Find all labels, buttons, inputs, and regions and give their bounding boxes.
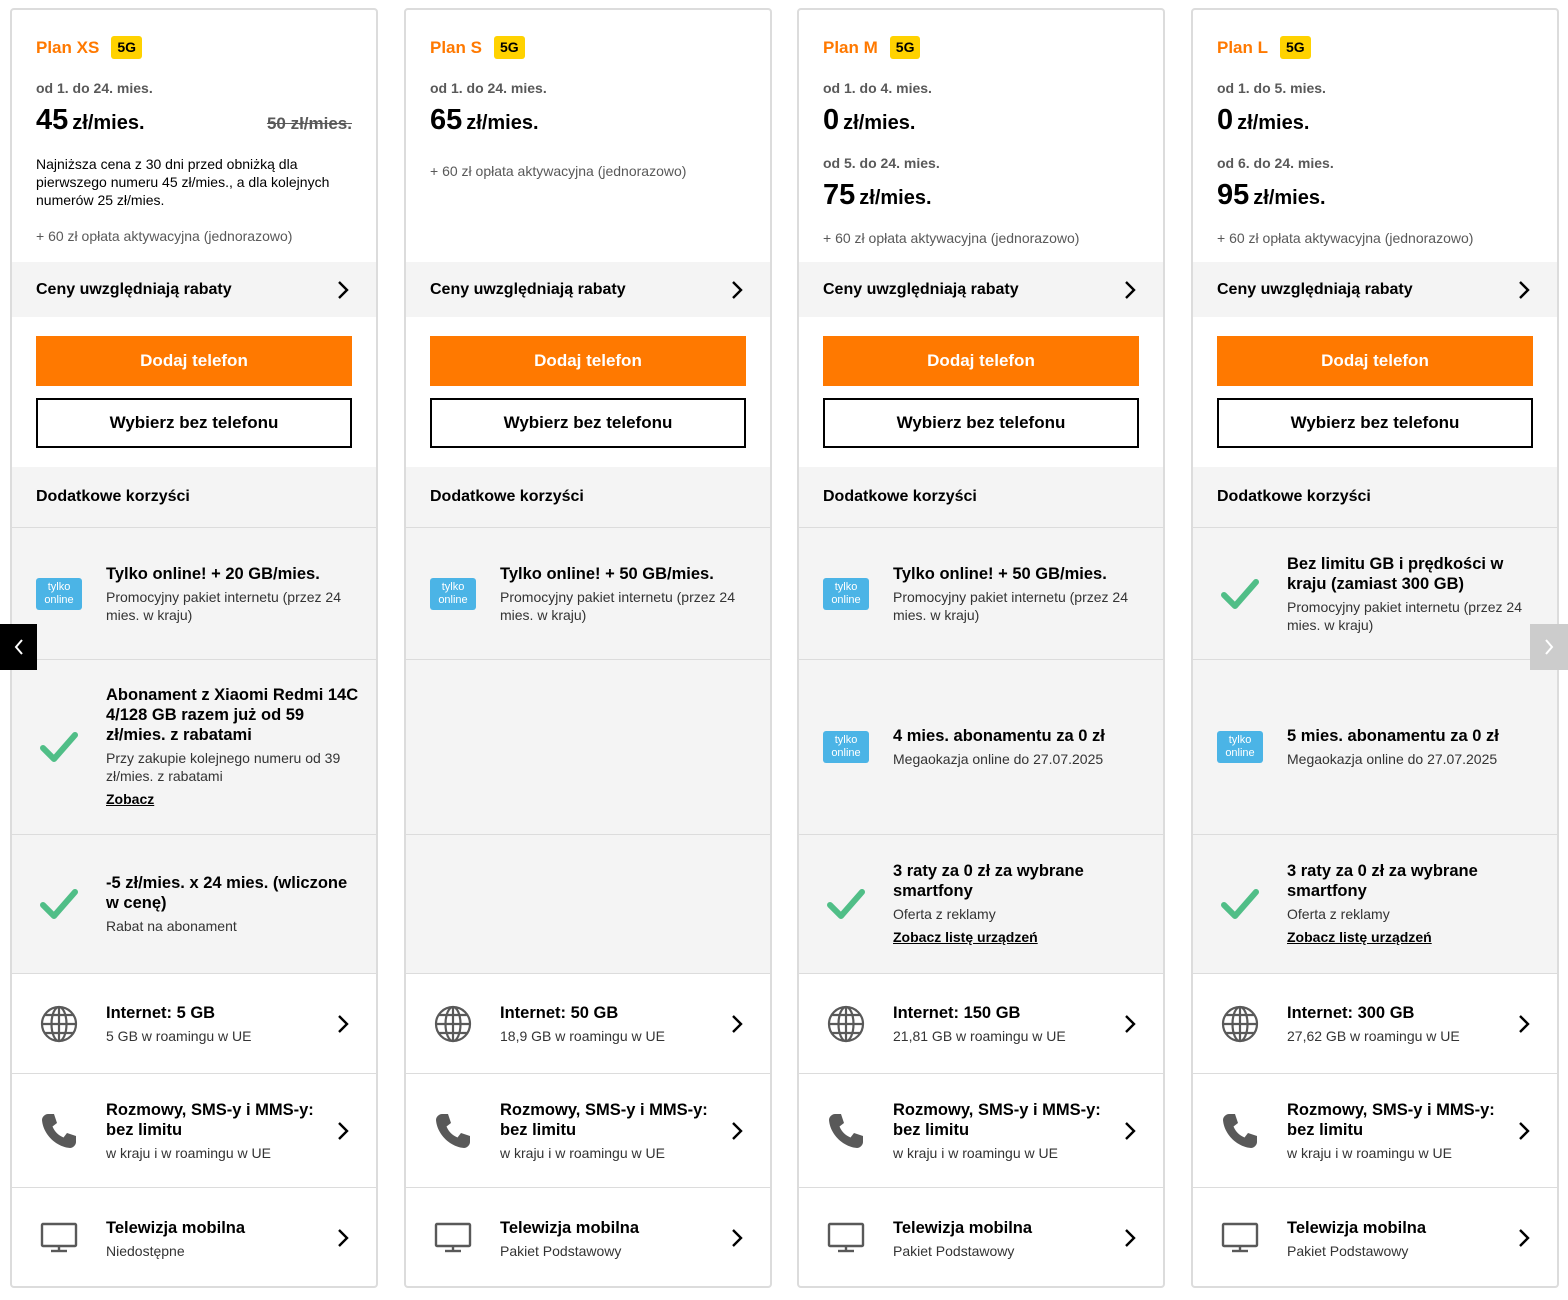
online-badge-line1: tylko: [47, 580, 71, 593]
online-only-icon: [1217, 731, 1263, 763]
choose-without-phone-button[interactable]: Wybierz bez telefonu: [1217, 398, 1533, 448]
tv-icon: [430, 1220, 476, 1256]
benefit-text: [893, 564, 1151, 624]
globe-icon: [823, 1004, 869, 1044]
feature-text: [106, 1218, 334, 1259]
online-only-icon: [823, 731, 869, 763]
discounts-info-row[interactable]: [406, 262, 770, 317]
online-badge-line1: tylko: [834, 734, 858, 746]
feature-row[interactable]: [1193, 973, 1557, 1073]
online-badge-line2: online: [438, 593, 468, 606]
benefit-item: [799, 834, 1163, 973]
chevron-right-icon: [1544, 639, 1554, 655]
plan-card: [1191, 8, 1559, 1288]
chevron-right-icon: [334, 280, 352, 300]
benefit-description: Promocyjny pakiet internetu (przez 24 mies. w kraju): [500, 588, 735, 623]
benefit-text: [1287, 861, 1545, 947]
feature-text: [893, 1218, 1121, 1259]
benefit-item: [406, 834, 770, 973]
price-period: od 1. do 24. mies.: [36, 80, 153, 96]
chevron-right-icon: [1515, 1228, 1533, 1248]
price-unit: zł/mies.: [1253, 187, 1326, 209]
benefit-description: Oferta z reklamy: [1287, 906, 1390, 922]
benefit-text: [893, 861, 1151, 947]
price: [823, 179, 932, 212]
feature-title: Internet: 5 GB: [106, 1004, 216, 1022]
phone-icon: [1217, 1111, 1263, 1151]
discounts-label: Ceny uwzględniają rabaty: [430, 280, 626, 298]
feature-title: Telewizja mobilna: [106, 1218, 246, 1237]
feature-title: Rozmowy, SMS-y i MMS-y: bez limitu: [106, 1101, 314, 1139]
online-only-badge: [823, 578, 869, 610]
feature-description: 18,9 GB w roamingu w UE: [500, 1028, 665, 1044]
feature-row[interactable]: [799, 1187, 1163, 1288]
activation-fee: + 60 zł opłata aktywacyjna (jednorazowo): [1217, 230, 1474, 246]
plan-title-row: [430, 36, 525, 59]
choose-without-phone-button[interactable]: Wybierz bez telefonu: [823, 398, 1139, 448]
benefit-description: Megaokazja online do 27.07.2025: [893, 751, 1104, 767]
benefit-title: 3 raty za 0 zł za wybrane smartfony: [1287, 862, 1478, 900]
benefit-description: Oferta z reklamy: [893, 906, 996, 922]
chevron-right-icon: [1121, 1228, 1139, 1248]
plan-name: Plan L: [1217, 37, 1269, 57]
price-unit: zł/mies.: [843, 112, 916, 134]
online-badge-line2: online: [44, 593, 74, 606]
plan-title-row: [36, 36, 142, 59]
online-only-badge: [36, 578, 82, 610]
add-phone-button[interactable]: Dodaj telefon: [1217, 336, 1533, 386]
price-period: od 6. do 24. mies.: [1217, 155, 1334, 171]
carousel-prev-button[interactable]: [0, 624, 37, 670]
feature-description: 21,81 GB w roamingu w UE: [893, 1028, 1066, 1044]
feature-title: Internet: 50 GB: [500, 1004, 619, 1022]
tv-icon: [823, 1220, 869, 1256]
5g-badge: 5G: [111, 36, 142, 59]
chevron-right-icon: [334, 1228, 352, 1248]
chevron-right-icon: [728, 1228, 746, 1248]
feature-text: [500, 1218, 728, 1259]
benefit-link[interactable]: Zobacz listę urządzeń: [1287, 929, 1432, 945]
feature-description: w kraju i w roamingu w UE: [1287, 1145, 1452, 1161]
chevron-right-icon: [334, 1121, 352, 1141]
plan-title-row: [1217, 36, 1311, 59]
checkmark-icon: [1217, 578, 1263, 610]
price-unit: zł/mies.: [466, 112, 539, 134]
online-only-icon: [36, 578, 82, 610]
feature-text: [106, 1003, 334, 1044]
price-period: od 1. do 24. mies.: [430, 80, 547, 96]
benefit-item: [12, 834, 376, 973]
phone-icon: [36, 1111, 82, 1151]
benefit-text: [1287, 554, 1545, 634]
plan-card: [404, 8, 772, 1288]
chevron-right-icon: [1121, 1014, 1139, 1034]
benefit-item: [1193, 527, 1557, 659]
plan-card: [797, 8, 1165, 1288]
feature-title: Telewizja mobilna: [500, 1218, 640, 1237]
price: [1217, 104, 1309, 137]
feature-text: [106, 1100, 334, 1161]
benefit-text: [106, 564, 364, 624]
feature-title: Rozmowy, SMS-y i MMS-y: bez limitu: [500, 1101, 708, 1139]
price-unit: zł/mies.: [72, 112, 145, 134]
5g-badge: 5G: [890, 36, 921, 59]
feature-description: w kraju i w roamingu w UE: [106, 1145, 271, 1161]
benefit-description: Promocyjny pakiet internetu (przez 24 mies. w kraju): [106, 588, 341, 623]
online-only-badge: [430, 578, 476, 610]
globe-icon: [36, 1004, 82, 1044]
benefit-title: Tylko online! + 50 GB/mies.: [893, 564, 1107, 583]
price-period: od 5. do 24. mies.: [823, 155, 940, 171]
5g-badge: 5G: [494, 36, 525, 59]
extra-benefits-heading: Dodatkowe korzyści: [799, 467, 1163, 527]
benefit-item: [1193, 659, 1557, 834]
checkmark-icon: [36, 888, 82, 920]
benefit-link[interactable]: Zobacz listę urządzeń: [893, 929, 1038, 945]
benefit-item: [12, 659, 376, 834]
benefit-title: Bez limitu GB i prędkości w kraju (zamiast 300 GB): [1287, 554, 1504, 593]
carousel-next-button[interactable]: [1530, 624, 1568, 670]
feature-text: [500, 1003, 728, 1044]
chevron-right-icon: [728, 1014, 746, 1034]
price-period: od 1. do 5. mies.: [1217, 80, 1326, 96]
benefit-description: Rabat na abonament: [106, 918, 237, 934]
old-price: 50 zł/mies.: [266, 114, 352, 133]
price-unit: zł/mies.: [859, 187, 932, 209]
benefit-item: [406, 659, 770, 834]
online-only-icon: [823, 578, 869, 610]
feature-description: Niedostępne: [106, 1242, 185, 1259]
price-period: od 1. do 4. mies.: [823, 80, 932, 96]
benefit-description: Megaokazja online do 27.07.2025: [1287, 751, 1498, 767]
feature-row[interactable]: [406, 1187, 770, 1288]
tv-icon: [36, 1220, 82, 1256]
price-value: 0: [823, 104, 840, 136]
feature-description: w kraju i w roamingu w UE: [893, 1145, 1058, 1161]
benefit-description: Promocyjny pakiet internetu (przez 24 mies. w kraju): [1287, 598, 1522, 633]
feature-title: Rozmowy, SMS-y i MMS-y: bez limitu: [1287, 1101, 1495, 1139]
discounts-info-row[interactable]: [12, 262, 376, 317]
online-badge-line1: tylko: [834, 580, 858, 593]
feature-title: Telewizja mobilna: [1287, 1218, 1427, 1237]
price-unit: zł/mies.: [1237, 112, 1310, 134]
tv-icon: [1217, 1220, 1263, 1256]
activation-fee: + 60 zł opłata aktywacyjna (jednorazowo): [823, 230, 1080, 246]
online-badge-line2: online: [1225, 747, 1255, 759]
benefit-text: [893, 726, 1151, 768]
feature-row[interactable]: [406, 1073, 770, 1187]
feature-text: [893, 1100, 1121, 1161]
benefit-item: [406, 527, 770, 659]
price: [430, 104, 539, 137]
feature-description: 5 GB w roamingu w UE: [106, 1028, 252, 1044]
chevron-right-icon: [728, 280, 746, 300]
chevron-right-icon: [1121, 280, 1139, 300]
online-only-icon: [430, 578, 476, 610]
checkmark-icon: [1217, 888, 1263, 920]
feature-row[interactable]: [406, 973, 770, 1073]
chevron-right-icon: [1121, 1121, 1139, 1141]
choose-without-phone-button[interactable]: Wybierz bez telefonu: [36, 398, 352, 448]
chevron-right-icon: [1515, 1121, 1533, 1141]
chevron-right-icon: [1515, 1014, 1533, 1034]
benefit-description: Promocyjny pakiet internetu (przez 24 mies. w kraju): [893, 588, 1128, 623]
checkmark-icon: [823, 888, 869, 920]
feature-description: 27,62 GB w roamingu w UE: [1287, 1028, 1460, 1044]
feature-row[interactable]: [1193, 1187, 1557, 1288]
feature-row[interactable]: [12, 1073, 376, 1187]
feature-text: [1287, 1100, 1515, 1161]
phone-icon: [430, 1111, 476, 1151]
activation-fee: + 60 zł opłata aktywacyjna (jednorazowo): [430, 163, 687, 179]
benefit-title: -5 zł/mies. x 24 mies. (wliczone w cenę): [106, 874, 348, 912]
chevron-right-icon: [728, 1121, 746, 1141]
plan-title-row: [823, 36, 920, 59]
benefit-title: Tylko online! + 20 GB/mies.: [106, 564, 320, 583]
globe-icon: [430, 1004, 476, 1044]
feature-text: [893, 1003, 1121, 1044]
feature-title: Internet: 300 GB: [1287, 1004, 1415, 1022]
feature-description: w kraju i w roamingu w UE: [500, 1145, 665, 1161]
benefit-title: Tylko online! + 50 GB/mies.: [500, 564, 714, 583]
benefit-title: 3 raty za 0 zł za wybrane smartfony: [893, 862, 1084, 900]
benefit-text: [106, 685, 364, 809]
feature-description: Pakiet Podstawowy: [500, 1242, 622, 1259]
benefit-title: 4 mies. abonamentu za 0 zł: [893, 727, 1105, 745]
benefit-item: [1193, 834, 1557, 973]
extra-benefits-heading: Dodatkowe korzyści: [12, 467, 376, 527]
discounts-label: Ceny uwzględniają rabaty: [1217, 280, 1413, 298]
feature-text: [1287, 1218, 1515, 1259]
benefit-text: [500, 564, 758, 624]
plan-card: [10, 8, 378, 1288]
extra-benefits-heading: Dodatkowe korzyści: [406, 467, 770, 527]
benefit-link[interactable]: Zobacz: [106, 791, 155, 807]
price-value: 75: [823, 179, 856, 211]
benefit-description: Przy zakupie kolejnego numeru od 39 zł/mies. z rabatami: [106, 750, 341, 784]
checkmark-icon: [36, 731, 82, 763]
feature-row[interactable]: [12, 1187, 376, 1288]
feature-text: [500, 1100, 728, 1161]
discounts-info-row[interactable]: [799, 262, 1163, 317]
plan-name: Plan XS: [36, 37, 100, 57]
discounts-info-row[interactable]: [1193, 262, 1557, 317]
activation-fee: + 60 zł opłata aktywacyjna (jednorazowo): [36, 228, 293, 244]
plan-name: Plan M: [823, 37, 878, 57]
price: [36, 104, 145, 137]
price-value: 45: [36, 104, 69, 136]
online-badge-line1: tylko: [441, 580, 465, 593]
benefit-text: [106, 873, 364, 935]
feature-row[interactable]: [799, 973, 1163, 1073]
online-only-badge: [1217, 731, 1263, 763]
feature-title: Internet: 150 GB: [893, 1004, 1021, 1022]
feature-title: Rozmowy, SMS-y i MMS-y: bez limitu: [893, 1101, 1101, 1139]
benefit-item: [799, 527, 1163, 659]
benefit-item: [799, 659, 1163, 834]
feature-description: Pakiet Podstawowy: [893, 1242, 1015, 1259]
choose-without-phone-button[interactable]: Wybierz bez telefonu: [430, 398, 746, 448]
plan-name: Plan S: [430, 37, 482, 57]
feature-description: Pakiet Podstawowy: [1287, 1242, 1409, 1259]
feature-row[interactable]: [799, 1073, 1163, 1187]
feature-row[interactable]: [12, 973, 376, 1073]
price-value: 65: [430, 104, 463, 136]
price: [823, 104, 915, 137]
5g-badge: 5G: [1280, 36, 1311, 59]
chevron-right-icon: [1515, 280, 1533, 300]
discounts-label: Ceny uwzględniają rabaty: [823, 280, 1019, 298]
add-phone-button[interactable]: Dodaj telefon: [823, 336, 1139, 386]
benefit-item: [12, 527, 376, 659]
add-phone-button[interactable]: Dodaj telefon: [36, 336, 352, 386]
feature-row[interactable]: [1193, 1073, 1557, 1187]
phone-icon: [823, 1111, 869, 1151]
benefit-title: Abonament z Xiaomi Redmi 14C 4/128 GB razem już od 59 zł/mies. z rabatami: [106, 686, 359, 744]
online-badge-line2: online: [831, 593, 861, 606]
price-value: 95: [1217, 179, 1250, 211]
benefit-title: 5 mies. abonamentu za 0 zł: [1287, 727, 1499, 745]
benefit-text: [1287, 726, 1545, 768]
discounts-label: Ceny uwzględniają rabaty: [36, 280, 232, 298]
price: [1217, 179, 1326, 212]
feature-text: [1287, 1003, 1515, 1044]
feature-title: Telewizja mobilna: [893, 1218, 1033, 1237]
online-badge-line1: tylko: [1228, 734, 1252, 746]
chevron-left-icon: [14, 639, 24, 655]
online-badge-line2: online: [831, 747, 861, 759]
globe-icon: [1217, 1004, 1263, 1044]
lowest-price-note: Najniższa cena z 30 dni przed obniżką dla pierwszego numeru 45 zł/mies., a dla kolejnych numerów 25 zł/mies.: [36, 156, 330, 208]
chevron-right-icon: [334, 1014, 352, 1034]
online-only-badge: [823, 731, 869, 763]
add-phone-button[interactable]: Dodaj telefon: [430, 336, 746, 386]
extra-benefits-heading: Dodatkowe korzyści: [1193, 467, 1557, 527]
price-value: 0: [1217, 104, 1234, 136]
